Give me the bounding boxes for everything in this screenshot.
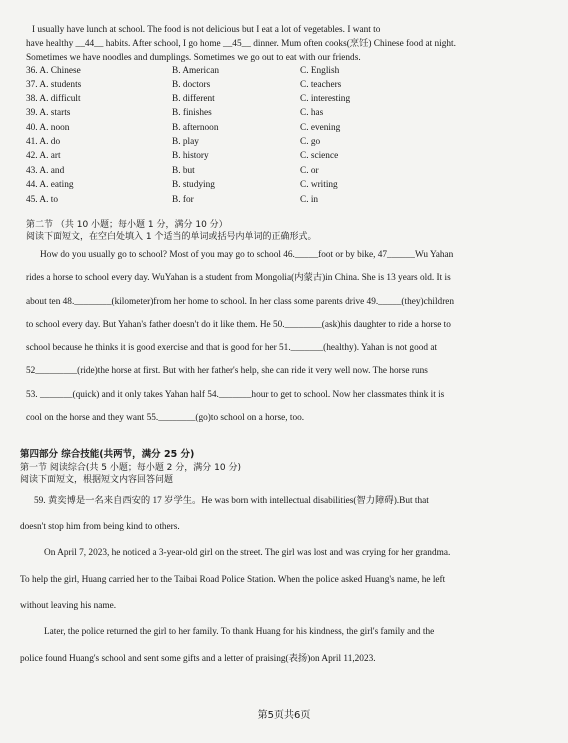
passage1-line-2: have healthy __44__ habits. After school, I go home __45__ dinner. Mum often cooks(烹饪) Chinese food at night.	[26, 39, 456, 49]
option-c: C. interesting	[300, 94, 351, 104]
option-a: 44. A. eating	[26, 180, 74, 190]
option-a: 40. A. noon	[26, 123, 70, 133]
option-a: 45. A. to	[26, 195, 59, 205]
page-number: 第5页共6页	[257, 710, 311, 721]
part4-instruction: 阅读下面短文，根据短文内容回答问题	[20, 475, 174, 485]
passage2-line: 53. _______(quick) and it only takes Yahan half 54._______hour to get to school. Now her classmates think it is	[26, 390, 445, 400]
passage2-line: to school every day. But Yahan's father doesn't do it like them. He 50.________(ask)his daughter to ride a horse to	[26, 320, 451, 330]
passage3-line: doesn't stop him from being kind to others.	[20, 522, 180, 532]
option-b: B. for	[172, 195, 194, 205]
passage1-line-3: Sometimes we have noodles and dumplings. Sometimes we go out to eat with our friends.	[26, 53, 361, 63]
option-c: C. or	[300, 166, 319, 176]
passage3-line: 59. 黄奕博是一名来自西安的 17 岁学生。He was born with intellectual disabilities(智力障碍).But that	[34, 496, 429, 506]
passage2-line: school because he thinks it is good exercise and that is good for her 51._______(healthy). Yahan is not good at	[26, 343, 438, 353]
option-a: 42. A. art	[26, 151, 61, 161]
option-b: B. finishes	[172, 108, 212, 118]
passage3-line: Later, the police returned the girl to her family. To thank Huang for his kindness, the girl's family and the	[44, 627, 435, 637]
passage2-line: 52_________(ride)the horse at first. But with her father's help, she can ride it very well now. The horse runs	[26, 366, 428, 376]
option-b: B. studying	[172, 180, 215, 190]
option-a: 43. A. and	[26, 166, 65, 176]
option-a: 39. A. starts	[26, 108, 71, 118]
option-b: B. history	[172, 151, 209, 161]
passage2-line: cool on the horse and they want 55.________(go)to school on a horse, too.	[26, 413, 305, 423]
passage1-line-1: I usually have lunch at school. The food is not delicious but I eat a lot of vegetables. I want to	[32, 25, 381, 35]
option-b: B. play	[172, 137, 199, 147]
part4-heading: 第四部分 综合技能(共两节，满分 25 分)	[20, 449, 195, 460]
option-b: B. American	[172, 66, 219, 76]
option-c: C. English	[300, 66, 340, 76]
option-c: C. in	[300, 195, 319, 205]
passage3-line: without leaving his name.	[20, 601, 117, 611]
passage3-line: police found Huang's school and sent some gifts and a letter of praising(表扬)on April 11,2023.	[20, 654, 376, 664]
option-a: 41. A. do	[26, 137, 61, 147]
option-a: 36. A. Chinese	[26, 66, 81, 76]
option-b: B. afternoon	[172, 123, 219, 133]
option-c: C. has	[300, 108, 324, 118]
option-b: B. doctors	[172, 80, 211, 90]
option-c: C. science	[300, 151, 339, 161]
option-a: 37. A. students	[26, 80, 82, 90]
passage2-line: about ten 48.________(kilometer)from her home to school. In her class some parents drive 49._____(they)children	[26, 297, 455, 307]
option-c: C. teachers	[300, 80, 342, 90]
section2-instruction: 阅读下面短文，在空白处填入 1 个适当的单词或括号内单词的正确形式。	[26, 232, 317, 242]
option-b: B. different	[172, 94, 215, 104]
passage2-line: How do you usually go to school? Most of you may go to school 46._____foot or by bike, 47______Wu Yahan	[40, 250, 454, 260]
part4-subheading: 第一节 阅读综合(共 5 小题；每小题 2 分，满分 10 分)	[20, 463, 241, 473]
passage3-line: To help the girl, Huang carried her to the Taibai Road Police Station. When the police asked Huang's name, he left	[20, 575, 446, 585]
option-c: C. go	[300, 137, 321, 147]
option-c: C. evening	[300, 123, 341, 133]
option-a: 38. A. difficult	[26, 94, 81, 104]
section2-heading: 第二节 （共 10 小题；每小题 1 分，满分 10 分）	[26, 220, 228, 230]
passage3-line: On April 7, 2023, he noticed a 3-year-old girl on the street. The girl was lost and was crying for her grandma.	[44, 548, 451, 558]
option-b: B. but	[172, 166, 195, 176]
passage2-line: rides a horse to school every day. WuYahan is a student from Mongolia(内蒙古)in China. She is 13 years old. It is	[26, 273, 451, 283]
option-c: C. writing	[300, 180, 338, 190]
